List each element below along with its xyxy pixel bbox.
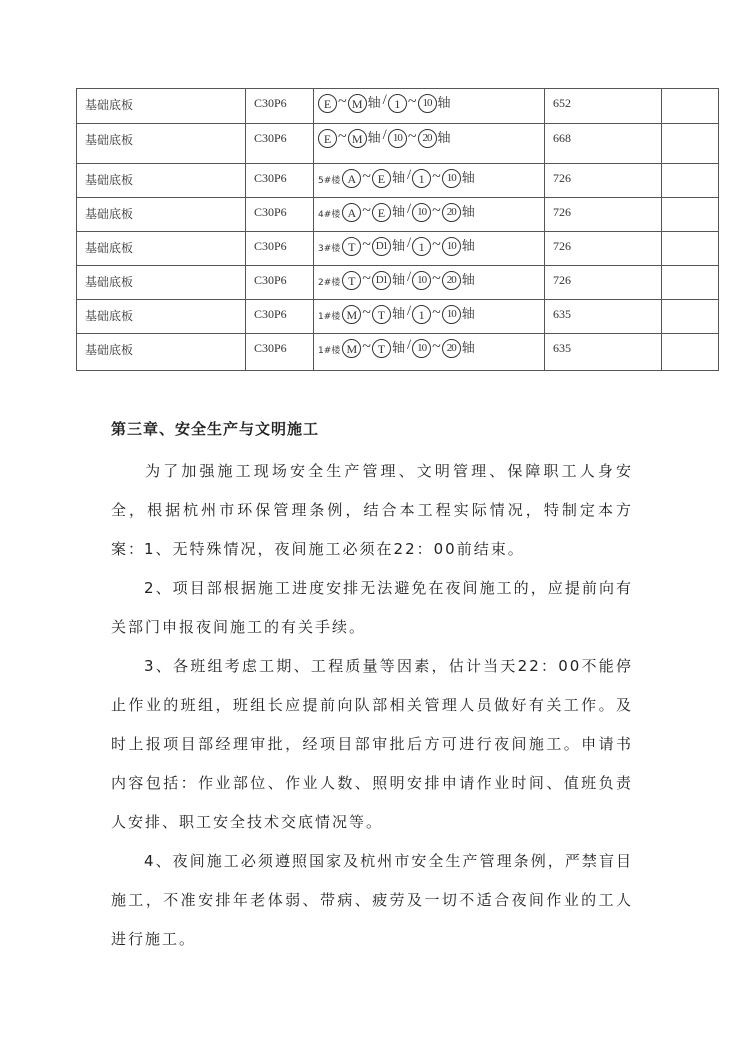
volume-text: 635 — [553, 341, 571, 355]
table-row — [77, 266, 719, 300]
grade-cell — [246, 334, 314, 371]
part-cell — [77, 266, 246, 300]
concrete-pour-table — [76, 88, 719, 371]
axis-word: 轴 — [461, 341, 475, 356]
tilde-sep: ~ — [362, 236, 371, 253]
volume-cell — [545, 232, 662, 266]
axis-range — [318, 89, 544, 113]
building-label: 2#楼 — [318, 278, 341, 288]
note-cell — [662, 334, 719, 371]
intro-paragraph: 为了加强施工现场安全生产管理、文明管理、保障职工人身安全，根据杭州市环保管理条例，结合本工程实际情况，特制定本方案： — [111, 462, 633, 558]
part-text: 基础底板 — [85, 173, 134, 187]
circled-axis-to: M — [348, 94, 367, 113]
grade-cell — [246, 232, 314, 266]
axis-word: 轴 — [367, 96, 381, 111]
volume-text: 726 — [553, 205, 571, 219]
circled-axis-axis_from: 1 — [412, 169, 431, 188]
volume-text: 726 — [553, 273, 571, 287]
table-row — [77, 124, 719, 164]
volume-text: 726 — [553, 171, 571, 185]
slash-sep: / — [406, 201, 412, 217]
circled-axis-axis_to: 10 — [442, 169, 461, 188]
axis-range-cell — [314, 164, 545, 198]
grade-cell — [246, 89, 314, 124]
circled-axis-from: T — [342, 237, 361, 256]
table-row — [77, 334, 719, 371]
circled-axis-axis_to: 20 — [442, 271, 461, 290]
circled-axis-to: E — [372, 169, 391, 188]
note-text — [670, 300, 718, 307]
slash-sep: / — [406, 167, 412, 183]
tilde-sep: ~ — [362, 270, 371, 287]
tilde-sep: ~ — [432, 202, 441, 219]
note-text — [670, 266, 718, 273]
volume-text: 652 — [553, 96, 571, 110]
tilde-sep: ~ — [362, 168, 371, 185]
grade-text: C30P6 — [254, 273, 287, 287]
axis-range-cell — [314, 334, 545, 371]
part-text: 基础底板 — [85, 133, 134, 147]
table-row — [77, 300, 719, 334]
tilde-sep: ~ — [432, 236, 441, 253]
grade-text: C30P6 — [254, 239, 287, 253]
part-cell — [77, 198, 246, 232]
circled-axis-from: E — [318, 129, 337, 148]
note-text — [670, 334, 718, 341]
axis-word: 轴 — [391, 205, 405, 220]
volume-text: 668 — [553, 131, 571, 145]
rule-2-paragraph: 2、项目部根据施工进度安排无法避免在夜间施工的，应提前向有关部门申报夜间施工的有关手续。 — [111, 579, 633, 636]
note-cell — [662, 232, 719, 266]
axis-range-cell — [314, 232, 545, 266]
circled-axis-axis_to: 20 — [442, 339, 461, 358]
axis-word: 轴 — [461, 239, 475, 254]
part-text: 基础底板 — [85, 241, 134, 255]
circled-axis-axis_to: 10 — [418, 94, 437, 113]
slash-sep: / — [406, 269, 412, 285]
circled-axis-to: M — [348, 129, 367, 148]
circled-axis-from: M — [342, 305, 361, 324]
grade-text: C30P6 — [254, 131, 287, 145]
note-cell — [662, 300, 719, 334]
note-cell — [662, 198, 719, 232]
circled-axis-axis_from: 10 — [412, 271, 431, 290]
axis-word: 轴 — [391, 341, 405, 356]
part-text: 基础底板 — [85, 275, 134, 289]
volume-cell — [545, 164, 662, 198]
table-row — [77, 164, 719, 198]
axis-word: 轴 — [461, 307, 475, 322]
axis-word: 轴 — [437, 96, 451, 111]
building-label: 3#楼 — [318, 244, 341, 254]
axis-range — [318, 334, 544, 358]
volume-text: 635 — [553, 307, 571, 321]
axis-word: 轴 — [367, 131, 381, 146]
circled-axis-axis_to: 10 — [442, 237, 461, 256]
note-text — [670, 232, 718, 239]
axis-range-cell — [314, 89, 545, 124]
slash-sep: / — [406, 235, 412, 251]
axis-range-cell — [314, 198, 545, 232]
axis-range — [318, 232, 544, 256]
grade-cell — [246, 164, 314, 198]
note-text — [670, 164, 718, 171]
part-text: 基础底板 — [85, 343, 134, 357]
note-cell — [662, 266, 719, 300]
building-label: 1#楼 — [318, 312, 341, 322]
axis-range — [318, 300, 544, 324]
rule-1-paragraph: 1、无特殊情况，夜间施工必须在22：00前结束。 — [144, 540, 525, 558]
volume-cell — [545, 266, 662, 300]
circled-axis-from: M — [342, 339, 361, 358]
circled-axis-axis_from: 1 — [388, 94, 407, 113]
axis-range-cell — [314, 300, 545, 334]
part-cell — [77, 164, 246, 198]
table-row — [77, 198, 719, 232]
axis-range — [318, 198, 544, 222]
circled-axis-to: T — [372, 305, 391, 324]
axis-word: 轴 — [391, 307, 405, 322]
note-text — [670, 124, 718, 131]
circled-axis-axis_from: 10 — [412, 339, 431, 358]
part-cell — [77, 232, 246, 266]
slash-sep: / — [382, 127, 387, 143]
table-row — [77, 89, 719, 124]
tilde-sep: ~ — [407, 128, 417, 145]
note-text — [670, 89, 718, 96]
tilde-sep: ~ — [432, 270, 441, 287]
note-cell — [662, 89, 719, 124]
axis-word: 轴 — [461, 205, 475, 220]
grade-cell — [246, 266, 314, 300]
circled-axis-axis_from: 10 — [388, 129, 407, 148]
circled-axis-axis_to: 20 — [418, 129, 437, 148]
rule-4-paragraph: 4、夜间施工必须遵照国家及杭州市安全生产管理条例，严禁盲目施工，不准安排年老体弱、带病、疲劳及一切不适合夜间作业的工人进行施工。 — [111, 852, 633, 948]
axis-range — [318, 124, 544, 148]
axis-word: 轴 — [391, 273, 405, 288]
tilde-sep: ~ — [432, 168, 441, 185]
volume-text: 726 — [553, 239, 571, 253]
tilde-sep: ~ — [432, 304, 441, 321]
axis-word: 轴 — [391, 239, 405, 254]
circled-axis-axis_to: 10 — [442, 305, 461, 324]
axis-word: 轴 — [461, 273, 475, 288]
part-cell — [77, 89, 246, 124]
table-row — [77, 232, 719, 266]
chapter-heading: 第三章、安全生产与文明施工 — [111, 420, 320, 438]
slash-sep: / — [382, 92, 387, 108]
building-label: 1#楼 — [318, 346, 341, 356]
circled-axis-axis_from: 1 — [412, 305, 431, 324]
rule-3-paragraph: 3、各班组考虑工期、工程质量等因素，估计当天22：00不能停止作业的班组，班组长应提前向队部相关管理人员做好有关工作。及时上报项目部经理审批，经项目部审批后方可进行夜间施工。申请书内容包括：作业部位、作业人数、照明安排申请作业时间、值班负责人安排、职工安全技术交底情况等。 — [111, 657, 633, 831]
part-cell — [77, 124, 246, 164]
grade-text: C30P6 — [254, 205, 287, 219]
part-cell — [77, 334, 246, 371]
note-text — [670, 198, 718, 205]
axis-word: 轴 — [437, 131, 451, 146]
grade-text: C30P6 — [254, 307, 287, 321]
circled-axis-from: A — [342, 203, 361, 222]
slash-sep: / — [406, 303, 412, 319]
note-cell — [662, 164, 719, 198]
circled-axis-from: A — [342, 169, 361, 188]
part-text: 基础底板 — [85, 207, 134, 221]
grade-text: C30P6 — [254, 96, 287, 110]
grade-cell — [246, 300, 314, 334]
circled-axis-to: E — [372, 203, 391, 222]
tilde-sep: ~ — [407, 93, 417, 110]
volume-cell — [545, 124, 662, 164]
volume-cell — [545, 334, 662, 371]
axis-range-cell — [314, 266, 545, 300]
axis-range — [318, 266, 544, 290]
circled-axis-from: E — [318, 94, 337, 113]
axis-range-cell — [314, 124, 545, 164]
note-cell — [662, 124, 719, 164]
axis-word: 轴 — [391, 171, 405, 186]
grade-text: C30P6 — [254, 171, 287, 185]
circled-axis-to: T — [372, 339, 391, 358]
circled-axis-to: D1 — [372, 237, 391, 256]
tilde-sep: ~ — [362, 304, 371, 321]
tilde-sep: ~ — [338, 93, 347, 110]
volume-cell — [545, 198, 662, 232]
part-cell — [77, 300, 246, 334]
axis-range — [318, 164, 544, 188]
circled-axis-axis_from: 1 — [412, 237, 431, 256]
tilde-sep: ~ — [432, 338, 441, 355]
building-label: 4#楼 — [318, 210, 341, 220]
grade-text: C30P6 — [254, 341, 287, 355]
part-text: 基础底板 — [85, 98, 134, 112]
circled-axis-from: T — [342, 271, 361, 290]
axis-word: 轴 — [461, 171, 475, 186]
part-text: 基础底板 — [85, 309, 134, 323]
tilde-sep: ~ — [338, 128, 347, 145]
volume-cell — [545, 89, 662, 124]
building-label: 5#楼 — [318, 176, 341, 186]
slash-sep: / — [406, 337, 412, 353]
grade-cell — [246, 198, 314, 232]
circled-axis-to: D1 — [372, 271, 391, 290]
tilde-sep: ~ — [362, 338, 371, 355]
circled-axis-axis_to: 20 — [442, 203, 461, 222]
volume-cell — [545, 300, 662, 334]
tilde-sep: ~ — [362, 202, 371, 219]
grade-cell — [246, 124, 314, 164]
circled-axis-axis_from: 10 — [412, 203, 431, 222]
